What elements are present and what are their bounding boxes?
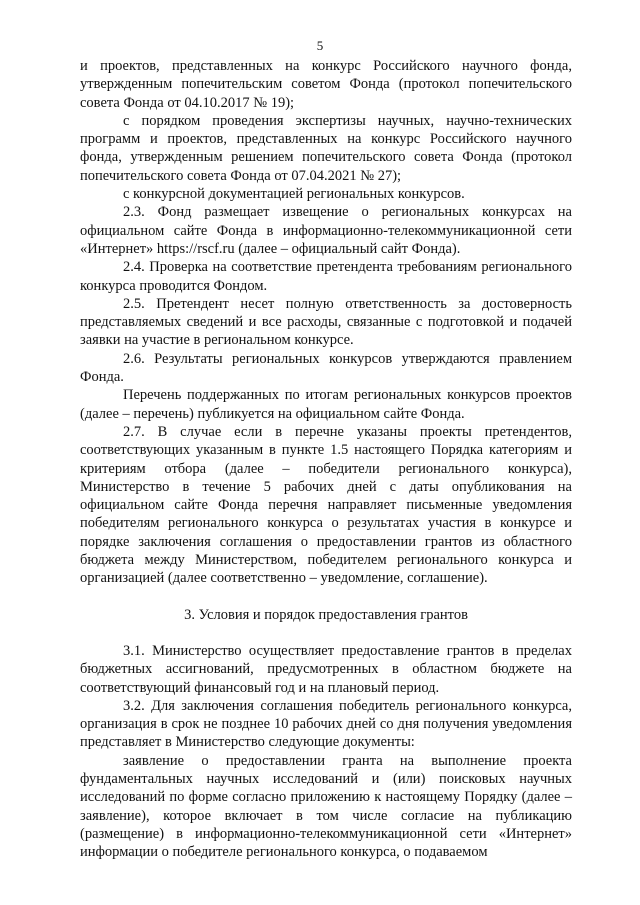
page-number: 5 xyxy=(316,38,324,53)
section-heading: 3. Условия и порядок предоставления грантов xyxy=(184,606,468,623)
paragraph-3-2: 3.2. Для заключения соглашения победитель регионального конкурса, организация в срок не позднее 10 рабочих дней со дня получения уведомления представляет в Министерство следующие документы: xyxy=(80,697,572,751)
paragraph-2-4: 2.4. Проверка на соответствие претендента требованиям регионального конкурса проводится Фондом. xyxy=(80,259,572,294)
document-body xyxy=(80,57,572,861)
paragraph-continuation: и проектов, представленных на конкурс Российского научного фонда, утвержденным попечительским советом Фонда (протокол попечительского совета Фонда от 04.10.2017 № 19); xyxy=(80,58,572,111)
paragraph-3-1: 3.1. Министерство осуществляет предоставление грантов в пределах бюджетных ассигнований, предусмотренных в областном бюджете на соответствующий финансовый год и на плановый период. xyxy=(80,642,572,696)
paragraph-2-3: 2.3. Фонд размещает извещение о региональных конкурсах на официальном сайте Фонда в информационно-телекоммуникационной сети «Интернет» https://rscf.ru (далее – официальный сайт Фонда). xyxy=(80,204,572,257)
paragraph-expertise-order: с порядком проведения экспертизы научных, научно-технических программ и проектов, представленных на конкурс Российского научного фонда, утвержденным решением попечительского совета Фонда (протокол попечительского совета Фонда от 07.04.2021 № 27); xyxy=(80,112,572,184)
paragraph-application: заявление о предоставлении гранта на выполнение проекта фундаментальных научных исследований и (или) поисковых научных исследований по форме согласно приложению к настоящему Порядку (далее – заявление), которое включает в том числе согласие на публикацию (размещение) в информационно-телекоммуникационной сети «Интернет» информации о победителе регионального конкурса, о подаваемом xyxy=(80,752,572,861)
paragraph-list-published: Перечень поддержанных по итогам региональных конкурсов проектов (далее – перечень) публикуется на официальном сайте Фонда. xyxy=(80,387,572,422)
paragraph-2-5: 2.5. Претендент несет полную ответственность за достоверность представляемых сведений и все расходы, связанные с подготовкой и подачей заявки на участие в региональном конкурсе. xyxy=(80,295,572,349)
paragraph-2-6: 2.6. Результаты региональных конкурсов утверждаются правлением Фонда. xyxy=(80,350,572,386)
paragraph-competition-docs: с конкурсной документацией региональных конкурсов. xyxy=(123,186,465,203)
paragraph-2-7: 2.7. В случае если в перечне указаны проекты претендентов, соответствующих указанным в пункте 1.5 настоящего Порядка категориям и критериям отбора (далее – победители регионального конкурса), Министерство в течение 5 рабочих дней с даты опубликования на официальном сайте Фонда перечня направляет письменные уведомления победителям регионального конкурса о результатах участия в конкурсе и порядке заключения соглашения о предоставлении грантов из областного бюджета между Министерством, победителем регионального конкурса и организацией (далее соответственно – уведомление, соглашение). xyxy=(80,423,572,587)
